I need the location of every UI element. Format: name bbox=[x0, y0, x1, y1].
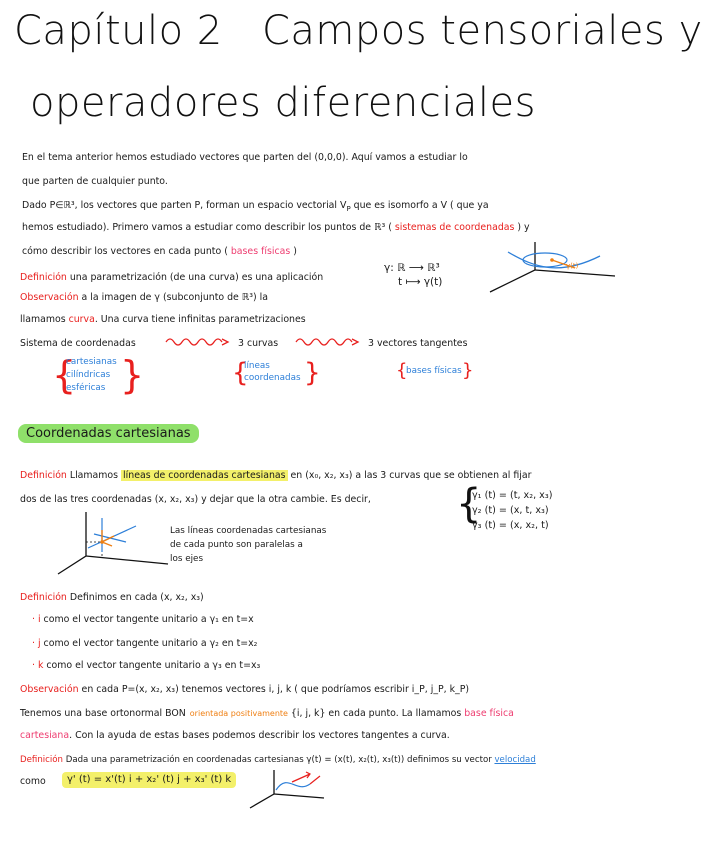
coordinate-types-list bbox=[66, 356, 117, 395]
velocity-term: velocidad bbox=[494, 755, 536, 765]
gamma-system bbox=[472, 488, 552, 533]
observation-text: a la imagen de γ (subconjunto de ℝ³) la bbox=[78, 292, 268, 303]
vector-k-text: como el vector tangente unitario a γ₃ en t=x₃ bbox=[43, 660, 261, 671]
positively-oriented-term: orientada positivamente bbox=[189, 709, 288, 718]
chapter-title-part1: Campos tensoriales y bbox=[261, 8, 703, 54]
observation-l2a: llamamos bbox=[20, 314, 69, 325]
intro-line-1: En el tema anterior hemos estudiado vectores que parten del (0,0,0). Aquí vamos a estudiar lo bbox=[22, 152, 468, 163]
definition-unit-vectors bbox=[20, 592, 204, 604]
curve-point-label: γ(t) bbox=[566, 262, 579, 270]
intro-line-5-c: ) bbox=[290, 246, 297, 257]
def4-text: Dada una parametrización en coordenadas cartesianas γ(t) = (x(t), x₂(t), x₃(t)) definimos su vector bbox=[62, 755, 495, 765]
gamma-1: γ₁ (t) = (t, x₂, x₃) bbox=[472, 490, 553, 501]
figure2-note-2: de cada punto son paralelas a bbox=[170, 540, 303, 550]
figure2-note bbox=[170, 524, 326, 566]
unit-vector-i bbox=[32, 614, 254, 626]
figure2-note-3: los ejes bbox=[170, 554, 204, 564]
vector-j-symbol: · j bbox=[32, 638, 41, 649]
list-item-cartesianas: cartesianas bbox=[66, 357, 117, 367]
definition-label: Definición bbox=[20, 272, 67, 283]
intro-line-5-a: cómo describir los vectores en cada punto ( bbox=[22, 246, 231, 257]
map-line-1: γ: ℝ ⟶ ℝ³ bbox=[384, 262, 440, 274]
definition-label: Definición bbox=[20, 470, 67, 481]
intro-line-5 bbox=[22, 246, 297, 258]
section-heading-cartesian: Coordenadas cartesianas bbox=[18, 424, 199, 443]
gamma-brace: { bbox=[456, 481, 482, 527]
obs2-l2d: {i, j, k} en cada punto. La llamamos bbox=[287, 708, 465, 719]
curve-figure bbox=[480, 240, 620, 300]
left-brace-1: { bbox=[52, 353, 77, 397]
intro-line-3-sub: P bbox=[346, 204, 351, 213]
definition-label: Definición bbox=[20, 755, 63, 765]
cartesian-term: cartesiana bbox=[20, 730, 70, 741]
intro-line-3-a: Dado P∈ℝ³, los vectores que parten P, forman un espacio vectorial V bbox=[22, 200, 347, 211]
curve-term: curva bbox=[68, 314, 95, 325]
obs2-line-3 bbox=[20, 730, 450, 742]
definition-label: Definición bbox=[20, 592, 67, 603]
right-brace-2: } bbox=[304, 358, 321, 388]
list-item-cilindricas: cilíndricas bbox=[66, 370, 111, 380]
coordinate-system-label: Sistema de coordenadas bbox=[20, 338, 136, 349]
physical-bases-term: bases físicas bbox=[230, 246, 291, 257]
map-line-2: t ⟼ γ(t) bbox=[398, 276, 443, 288]
gamma-3: γ₃ (t) = (x, x₂, t) bbox=[472, 520, 549, 531]
def2-t1: Llamamos bbox=[66, 470, 122, 481]
definition-velocity bbox=[20, 754, 536, 766]
list-item-lineas: líneas bbox=[244, 361, 270, 371]
definition-parametrization bbox=[20, 272, 323, 284]
obs2-l3b: . Con la ayuda de estas bases podemos describir los vectores tangentes a curva. bbox=[69, 730, 450, 741]
cartesian-coordinate-lines-term: líneas de coordenadas cartesianas bbox=[123, 470, 286, 481]
def3-text: Definimos en cada (x, x₂, x₃) bbox=[66, 592, 204, 603]
list-item-esfericas: esféricas bbox=[66, 383, 106, 393]
three-curves-label: 3 curvas bbox=[238, 338, 279, 349]
intro-line-2: que parten de cualquier punto. bbox=[22, 176, 168, 187]
def2-line-2: dos de las tres coordenadas (x, x₂, x₃) y dejar que la otra cambie. Es decir, bbox=[20, 494, 371, 505]
cartesian-axes-figure bbox=[58, 512, 168, 578]
observation-label: Observación bbox=[20, 684, 79, 695]
gamma-2: γ₂ (t) = (x, t, x₃) bbox=[472, 505, 549, 516]
wavy-arrow-1 bbox=[166, 336, 230, 348]
chapter-number: Capítulo 2 bbox=[14, 8, 223, 54]
list-item-coordenadas: coordenadas bbox=[244, 373, 301, 383]
vector-i-text: como el vector tangente unitario a γ₁ en t=x bbox=[40, 614, 254, 625]
lines-list bbox=[244, 360, 301, 384]
definition-text: una parametrización (de una curva) es una aplicación bbox=[66, 272, 324, 283]
chapter-title-line2: operadores diferenciales bbox=[30, 80, 536, 126]
intro-line-4-c: ) y bbox=[514, 222, 530, 233]
bon-term: BON bbox=[165, 708, 186, 719]
intro-line-4 bbox=[22, 222, 530, 234]
observation-curve-image bbox=[20, 292, 268, 304]
three-tangent-vectors-label: 3 vectores tangentes bbox=[368, 338, 468, 349]
physical-base-term: base física bbox=[464, 708, 514, 719]
right-brace-3: } bbox=[462, 360, 474, 381]
obs2-l2a: Tenemos una base ortonormal bbox=[20, 708, 166, 719]
unit-vector-j bbox=[32, 638, 257, 650]
observation-l2c: . Una curva tiene infinitas parametrizaciones bbox=[94, 314, 306, 325]
intro-line-3 bbox=[22, 200, 489, 215]
unit-vector-k bbox=[32, 660, 260, 672]
def2-t3: en (x₀, x₂, x₃) a las 3 curvas que se obtienen al fijar bbox=[287, 470, 532, 481]
velocity-formula: γ' (t) = x'(t) i + x₂' (t) j + x₃' (t) k bbox=[62, 772, 236, 788]
vector-k-symbol: · k bbox=[32, 660, 44, 671]
left-brace-2: { bbox=[232, 358, 249, 388]
intro-line-3-b: que es isomorfo a V ( que ya bbox=[350, 200, 489, 211]
definition-coordinate-lines bbox=[20, 470, 531, 482]
chapter-title-line1 bbox=[14, 8, 703, 54]
vector-j-text: como el vector tangente unitario a γ₂ en t=x₂ bbox=[40, 638, 258, 649]
obs2-text: en cada P=(x, x₂, x₃) tenemos vectores i, j, k ( que podríamos escribir i_P, j_P, k_P) bbox=[78, 684, 470, 695]
obs2-line-2 bbox=[20, 708, 514, 720]
velocity-figure bbox=[248, 768, 328, 810]
physical-bases-item: bases físicas bbox=[406, 366, 462, 376]
observation-curve-line2 bbox=[20, 314, 306, 326]
intro-line-4-a: hemos estudiado). Primero vamos a estudiar como describir los puntos de ℝ³ ( bbox=[22, 222, 395, 233]
figure2-note-1: Las líneas coordenadas cartesianas bbox=[170, 526, 327, 536]
right-brace-1: } bbox=[120, 353, 145, 397]
coordinate-systems-term: sistemas de coordenadas bbox=[394, 222, 515, 233]
observation-label: Observación bbox=[20, 292, 79, 303]
wavy-arrow-2 bbox=[296, 336, 360, 348]
observation-basis bbox=[20, 684, 469, 696]
vector-i-symbol: · i bbox=[32, 614, 41, 625]
como-label: como bbox=[20, 776, 46, 787]
left-brace-3: { bbox=[396, 360, 408, 381]
